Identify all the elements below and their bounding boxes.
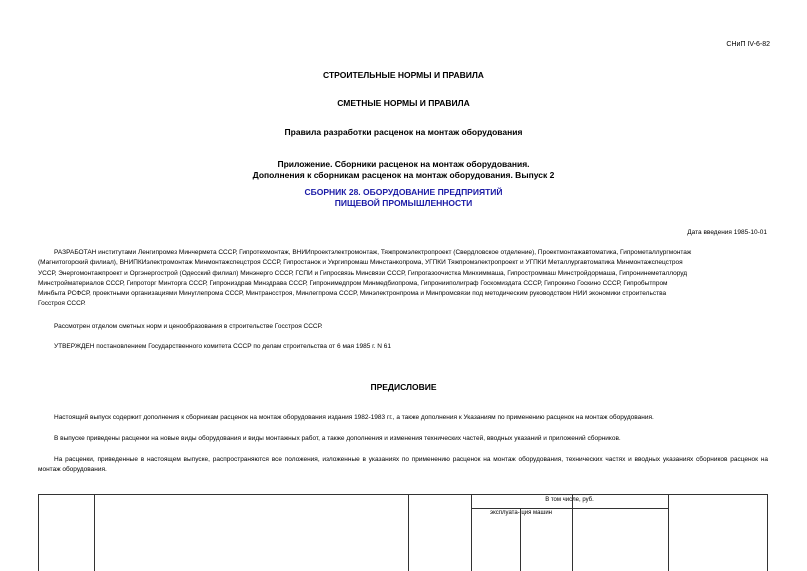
- reviewed-paragraph: Рассмотрен отделом сметных норм и ценообразования в строительстве Госстроя СССР.: [54, 323, 323, 330]
- collection-line-1[interactable]: СБОРНИК 28. ОБОРУДОВАНИЕ ПРЕДПРИЯТИЙ: [304, 187, 503, 197]
- collection-title[interactable]: [0, 187, 807, 209]
- table-header-including: В том числе, руб.: [545, 497, 594, 503]
- appendix-title: [0, 159, 807, 181]
- main-title: СТРОИТЕЛЬНЫЕ НОРМЫ И ПРАВИЛА: [323, 70, 484, 80]
- developed-by-paragraph: [38, 248, 807, 310]
- appendix-line-2: Дополнения к сборникам расценок на монтаж оборудования. Выпуск 2: [252, 170, 555, 180]
- table-header-divider: [471, 508, 668, 509]
- preface-heading: ПРЕДИСЛОВИЕ: [370, 382, 437, 392]
- table-subcolumn-divider: [520, 508, 521, 571]
- table-column-divider: [572, 495, 573, 571]
- developed-line: УССР, Энергомонтажпроект и Оргэнергострой (Одесский филиал) Минэнерго СССР, ГСПИ и Гипросвязь Минсвязи СССР, Гипрогазоочистка Минхиммаша, Гипростроммаш Минстройдормаша, Гипронинеметаллоруд: [38, 269, 688, 277]
- preface-paragraph-2: В выпуске приведены расценки на новые виды оборудования и виды монтажных работ, а также дополнения и изменения технических частей, вводных указаний и приложений сборников.: [54, 435, 621, 442]
- developed-line: РАЗРАБОТАН институтами Ленгипромез Минчермета СССР, Гипротехмонтаж, ВНИИпроектэлектромонтаж, Тяжпромэлектропроект (Свердловское отделение), Проектмонтажавтоматика, Гипрометаллургмонтаж: [54, 249, 692, 256]
- collection-line-2[interactable]: ПИЩЕВОЙ ПРОМЫШЛЕННОСТИ: [334, 198, 473, 208]
- rules-title: Правила разработки расценок на монтаж оборудования: [284, 127, 523, 137]
- approved-paragraph: УТВЕРЖДЕН постановлением Государственного комитета СССР по делам строительства от 6 мая 1985 г. N 61: [54, 343, 392, 350]
- table-column-divider: [408, 495, 409, 571]
- preface-paragraph-3: На расценки, приведенные в настоящем выпуске, распространяются все положения, изложенные в указаниях по применению расценок на монтаж оборудования, технических частях и вводных указаниях сборников расценок на монтаж оборудования.: [38, 456, 768, 474]
- developed-line: Госстроя СССР.: [38, 300, 86, 308]
- document-code: СНиП IV-6-82: [726, 41, 770, 48]
- table-header-machines: эксплуата- ция машин: [490, 510, 552, 516]
- table-column-divider: [471, 495, 472, 571]
- subtitle: СМЕТНЫЕ НОРМЫ И ПРАВИЛА: [337, 98, 470, 108]
- rates-table: [38, 494, 768, 571]
- introduction-date: Дата введения 1985-10-01: [687, 229, 767, 236]
- table-column-divider: [668, 495, 669, 571]
- developed-line: Минбыта РСФСР, проектными организациями Минуглепрома СССР, Минтрансстроя, Минлегпрома СССР, Минэлектронпрома и Минпромсвязи под методическим руководством НИИ экономики строительства: [38, 290, 667, 298]
- appendix-line-1: Приложение. Сборники расценок на монтаж оборудования.: [277, 159, 530, 169]
- developed-line: (Магнитогорский филиал), ВНИПКИэлектромонтаж Минмонтажспецстроя СССР, Гипростанок и Укргипромаш Минстанкопрома, УГПКИ Тяжпромэлектропроект и УГПКИ Металлургавтоматика Минмонтажспецстроя: [38, 259, 683, 267]
- developed-line: Минстройматериалов СССР, Гипроторг Минторга СССР, Гипрониздрав Минздрава СССР, Гипронимедпром Минмедбиопрома, Гипронииполиграф Госкомиздата СССР, Гипрокино Госкино СССР, Гипробытпром: [38, 279, 668, 287]
- table-column-divider: [94, 495, 95, 571]
- preface-paragraph-1: Настоящий выпуск содержит дополнения к сборникам расценок на монтаж оборудования издания 1982-1983 гг., а также дополнения к Указаниям по применению расценок на монтаж оборудования.: [54, 414, 654, 421]
